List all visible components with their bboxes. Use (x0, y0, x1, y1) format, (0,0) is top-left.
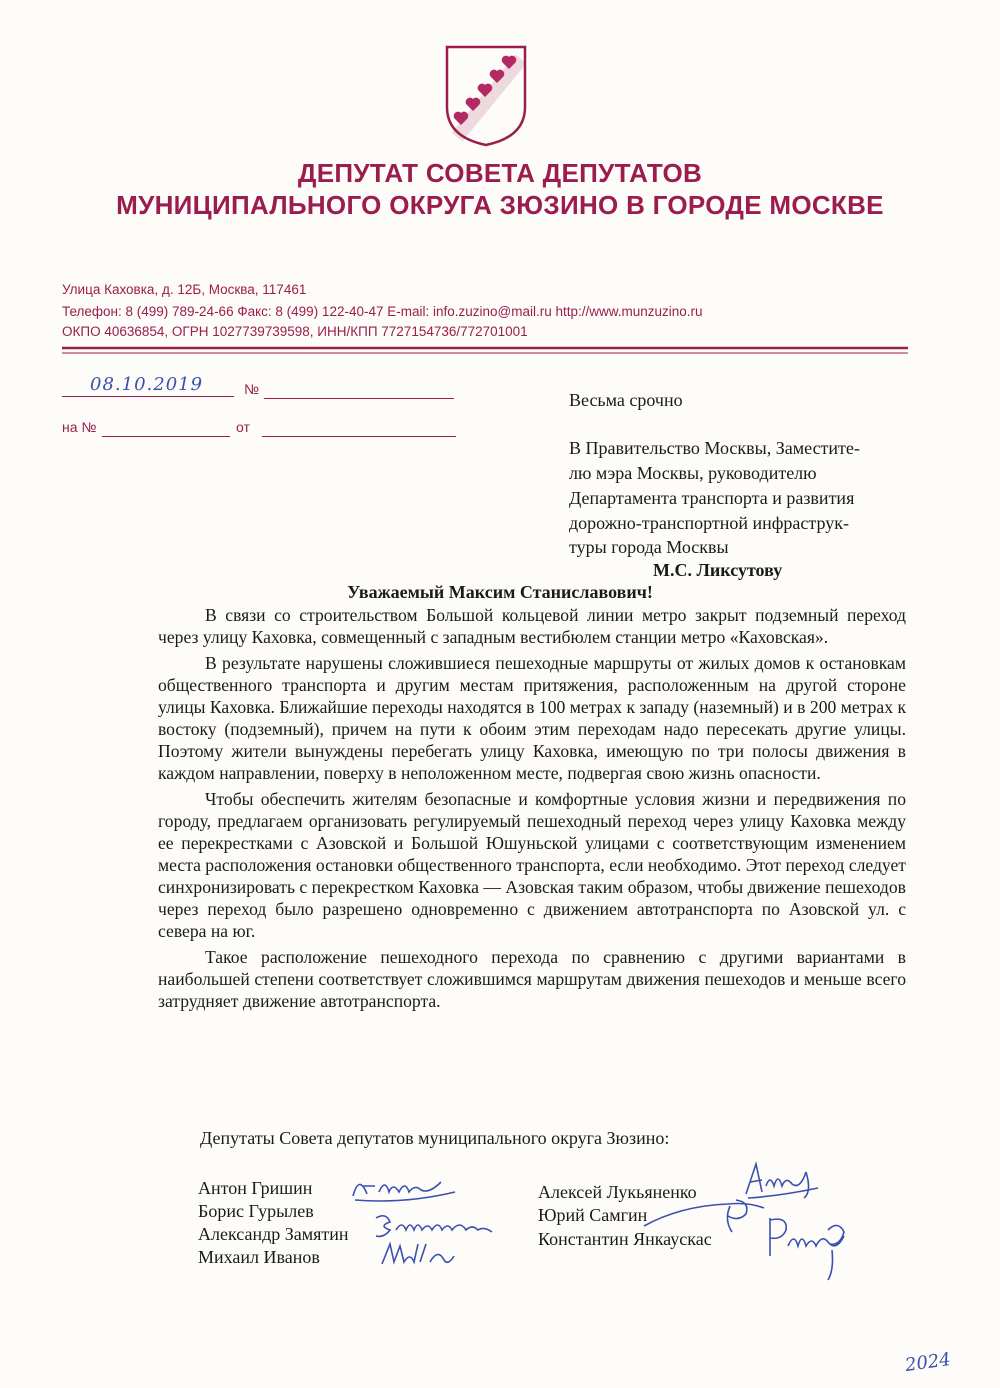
coat-of-arms-icon (443, 45, 529, 147)
body-paragraph-1: В связи со строительством Большой кольцевой линии метро закрыт подземный переход через улицу Каховка, совмещенный с западным вестибюлем станции метро «Каховская». (158, 605, 906, 647)
contact-codes: ОКПО 40636854, ОГРН 1027739739598, ИНН/КПП 7727154736/772701001 (62, 324, 528, 339)
addressee-line-4: дорожно-транспортной инфраструк- (569, 513, 849, 533)
contact-address: Улица Каховка, д. 12Б, Москва, 117461 (62, 282, 307, 297)
body-paragraph-2: В результате нарушены сложившиеся пешеходные маршруты от жилых домов к остановкам общественного транспорта и другим местам притяжения, расположенным на другой стороне улицы Каховка. Ближайшие переходы находятся в 100 метрах к западу (наземный) и в 200 метрах к востоку (подземный), причем на пути к обоим этим переходам надо пересекать другие улицы. Поэтому жители вынуждены перебегать улицу Каховка, имеющую по три полосы движения в каждом направлении, поверху в неположенном месте, подвергая свою жизнь опасности. (158, 653, 906, 783)
addressee-line-3: Департамента транспорта и развития (569, 488, 855, 508)
date-field (62, 374, 234, 397)
ref-number-label: на № (62, 419, 97, 435)
org-title-line2: МУНИЦИПАЛЬНОГО ОКРУГА ЗЮЗИНО В ГОРОДЕ МОСКВЕ (116, 190, 884, 220)
number-field (264, 380, 454, 399)
signer-left-3: Александр Замятин (198, 1224, 349, 1244)
signers-intro: Депутаты Совета депутатов муниципального округа Зюзино: (200, 1128, 670, 1148)
body-paragraph-3: Чтобы обеспечить жителям безопасные и комфортные условия жизни и передвижения по городу, предлагаем организовать регулируемый пешеходный переход через улицу Каховка между ее перекрестками с Азовской и Большой Юшуньской улицами с соответствующим изменением места расположения остановки общественного транспорта, если необходимо. Этот переход следует синхронизировать с перекрестком Каховка — Азовская таким образом, чтобы движение пешеходов через переход было разрешено одновременно с движением автотранспорта по Азовской ул. с севера на юг. (158, 789, 906, 941)
ref-date-label: от (236, 419, 250, 435)
signature-ivanov (376, 1238, 456, 1270)
contact-phones: Телефон: 8 (499) 789-24-66 Факс: 8 (499) 122-40-47 E-mail: info.zuzino@mail.ru http://www.munzuzino.ru (62, 304, 703, 319)
signer-left-4: Михаил Иванов (198, 1247, 320, 1267)
signer-right-3: Константин Янкаускас (538, 1229, 712, 1249)
page-mark: 2024 (903, 1348, 953, 1377)
signature-zamyatin (370, 1208, 510, 1242)
signer-right-1: Алексей Лукьяненко (538, 1182, 697, 1202)
letter-body (158, 604, 906, 1016)
number-label: № (244, 381, 260, 397)
body-paragraph-4: Такое расположение пешеходного перехода по сравнению с другими вариантами в наибольшей степени соответствует сложившимся маршрутам движения пешеходов и меньше всего затрудняет движение автотранспорта. (158, 947, 906, 1011)
ref-number-field (102, 418, 230, 437)
addressee-line-2: лю мэра Москвы, руководителю (569, 463, 817, 483)
addressee-line-1: В Правительство Москвы, Заместите- (569, 438, 860, 458)
signer-left-1: Антон Гришин (198, 1178, 313, 1198)
addressee-name: М.С. Ликсутову (653, 560, 783, 580)
header-divider (62, 345, 908, 355)
signer-left-2: Борис Гурылев (198, 1201, 314, 1221)
addressee-line-5: туры города Москвы (569, 537, 729, 557)
org-title-line1: ДЕПУТАТ СОВЕТА ДЕПУТАТОВ (297, 158, 703, 188)
handwritten-date: 08.10.2019 (90, 374, 204, 395)
signature-yankauskas (758, 1210, 858, 1284)
signature-grishin (345, 1170, 465, 1206)
signer-right-2: Юрий Самгин (538, 1205, 648, 1225)
salutation: Уважаемый Максим Станиславович! (347, 582, 653, 602)
ref-date-field (262, 418, 456, 437)
urgency-note: Весьма срочно (569, 390, 683, 410)
signature-samgin (640, 1196, 770, 1236)
